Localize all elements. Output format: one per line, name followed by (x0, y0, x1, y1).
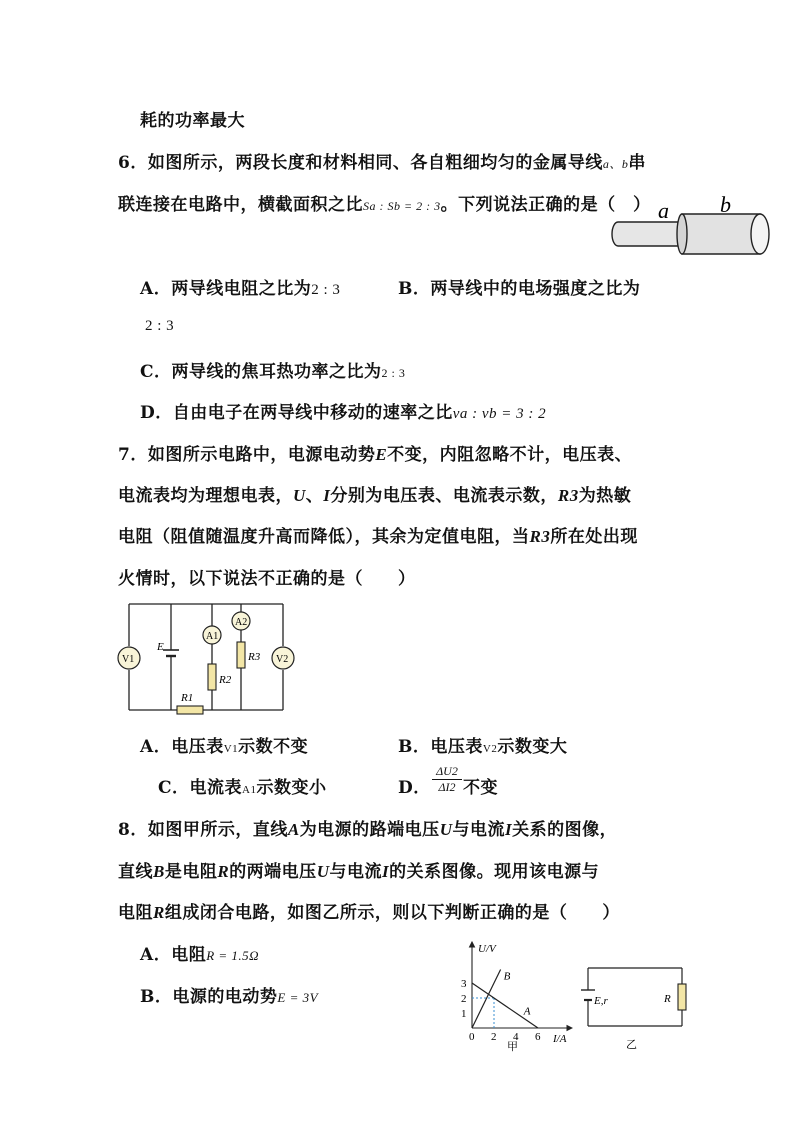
series-label-B: B (503, 970, 511, 983)
q7-U: U (293, 486, 306, 505)
q8-text: 电阻 (118, 903, 153, 923)
yi-caption: 乙 (626, 1039, 637, 1051)
q7-opt-c-text: 示数变小 (256, 778, 327, 798)
q8-B: B (153, 862, 165, 881)
q6-opt-b-value: 2 : 3 (145, 318, 175, 334)
q7-text: 电阻（阻值随温度升高而降低），其余为定值电阻，当 (118, 527, 530, 547)
q8-option-b (140, 982, 318, 1007)
q7-opt-b-meter: V2 (482, 743, 498, 755)
q7-opt-d-label: D． (398, 778, 431, 798)
q8-text: 8．如图甲所示，直线 (118, 820, 288, 840)
u-i-chart (450, 938, 580, 1053)
x-tick-label: 4 (513, 1031, 519, 1043)
q8-opt-b-label: B．电源的电动势 (140, 987, 278, 1007)
source-label: E,r (594, 995, 608, 1007)
q6-text: 串 (628, 153, 646, 173)
y-tick-label: 2 (461, 993, 467, 1005)
q7-text: 分别为电压表、电流表示数， (330, 486, 558, 506)
x-tick-label: 6 (535, 1031, 541, 1043)
q8-option-a (140, 940, 259, 965)
q8-text: 关系的图像， (512, 820, 618, 840)
q8-line-2 (118, 857, 599, 882)
q7-text: 为热敏 (578, 486, 632, 506)
q8-text: 与电流 (452, 820, 505, 840)
q6-option-b-value (145, 315, 174, 335)
x-tick-label: 0 (469, 1031, 475, 1043)
q8-opt-a-label: A．电阻 (140, 945, 207, 965)
q8-text: 的两端电压 (229, 862, 317, 882)
q7-text: 所在处出现 (550, 527, 638, 547)
q8-U: U (316, 862, 330, 881)
circuit-label-A2: A2 (235, 617, 248, 628)
q8-opt-b-value: E = 3V (277, 990, 319, 1005)
q8-I: I (504, 820, 513, 839)
circuit-label-R3: R3 (248, 651, 261, 663)
q7-opt-c-label: C．电流表 (158, 778, 243, 798)
q6-opt-a-label: A．两导线电阻之比为 (140, 279, 312, 299)
y-tick-label: 1 (461, 1008, 467, 1020)
q6-text: 联连接在电路中，横截面积之比 (118, 195, 363, 215)
circuit-label-V1: V1 (122, 654, 135, 665)
q8-text: 直线 (118, 862, 153, 882)
q7-R3: R3 (557, 486, 579, 505)
circuit-label-A1: A1 (206, 631, 219, 642)
q8-text: 是电阻 (164, 862, 218, 882)
q7-opt-a-label: A．电压表 (140, 737, 224, 757)
q7-opt-b-label: B．电压表 (398, 737, 483, 757)
circuit-label-R1: R1 (181, 692, 194, 704)
y-axis-label: U/V (478, 943, 496, 955)
q8-R: R (217, 862, 230, 881)
q7-E: E (375, 445, 388, 464)
resistor-R (678, 984, 686, 1010)
q8-opt-a-value: R = 1.5Ω (206, 948, 260, 963)
series-line-B (472, 970, 501, 1029)
q8-line-1 (118, 815, 617, 840)
q7-opt-d-fraction (432, 764, 462, 795)
q7-opt-a-text: 示数不变 (238, 737, 309, 757)
q8-text: 为电源的路端电压 (299, 820, 440, 840)
q8-I: I (381, 862, 390, 881)
x-tick-label: 2 (491, 1031, 497, 1043)
q7-option-d (398, 773, 431, 798)
q6-option-b (398, 274, 640, 299)
q7-text: 7．如图所示电路中，电源电动势 (118, 445, 376, 465)
q8-R: R (153, 903, 165, 922)
q7-line-4 (118, 564, 416, 589)
q7-option-d-text (463, 773, 498, 798)
q6-conductor-figure (600, 190, 785, 260)
resistor-label: R (664, 993, 671, 1005)
fraction-denominator: ΔI2 (438, 780, 456, 794)
q6-opt-d-value: va : vb = 3 : 2 (452, 406, 547, 422)
fraction-numerator: ΔU2 (432, 764, 462, 780)
q6-line-2 (118, 190, 651, 215)
q7-option-a (140, 732, 308, 757)
series-label-A: A (523, 1005, 531, 1018)
q8-line-3 (118, 898, 620, 923)
q6-option-c (140, 357, 405, 382)
continued-text: 耗的功率最大 (140, 111, 245, 131)
q6-opt-b-label: B．两导线中的电场强度之比为 (398, 279, 641, 299)
q7-text: 火情时，以下说法不正确的是（ ） (118, 569, 416, 589)
q6-ab: a、b (602, 157, 629, 171)
q7-R3: R3 (529, 527, 551, 546)
q7-opt-c-meter: A1 (242, 784, 257, 796)
q6-opt-c-value: 2 : 3 (381, 366, 406, 380)
q6-text: 。下列说法正确的是（ ） (440, 195, 651, 215)
q7-line-2 (118, 481, 631, 506)
q6-option-a (140, 274, 340, 299)
q8-text: 与电流 (329, 862, 382, 882)
q8-text: 的关系图像。现用该电源与 (389, 862, 600, 882)
y-tick-label: 3 (461, 978, 467, 990)
q7-text: 不变，内阻忽略不计，电压表、 (387, 445, 633, 465)
q7-I: I (323, 486, 331, 505)
q6-ratio: Sa : Sb = 2 : 3 (363, 199, 441, 213)
q8-A: A (287, 820, 300, 839)
chart-caption: 甲 (507, 1041, 518, 1053)
q7-text: 、 (305, 486, 324, 506)
q6-text: 6．如图所示，两段长度和材料相同、各自粗细均匀的金属导线 (118, 153, 603, 173)
q8-circuit-yi (580, 962, 690, 1052)
q7-option-c (158, 773, 326, 798)
q6-line-1 (118, 148, 646, 173)
circuit-label-V2: V2 (276, 654, 289, 665)
circuit-label-R2: R2 (219, 674, 232, 686)
circuit-label-E: E (157, 641, 164, 653)
q7-circuit-diagram (115, 598, 300, 718)
q7-text: 电流表均为理想电表， (118, 486, 293, 506)
q6-opt-d-label: D．自由电子在两导线中移动的速率之比 (140, 403, 453, 423)
q7-opt-d-text: 不变 (463, 778, 498, 798)
q6-opt-a-value: 2 : 3 (311, 282, 341, 298)
q7-option-b (398, 732, 567, 757)
q7-opt-a-meter: V1 (223, 743, 239, 755)
fig-label-a: a (658, 198, 669, 223)
q6-opt-c-label: C．两导线的焦耳热功率之比为 (140, 362, 382, 382)
q7-line-3 (118, 522, 638, 547)
q8-text: 组成闭合电路，如图乙所示，则以下判断正确的是（ ） (164, 903, 620, 923)
fig-label-b: b (720, 192, 731, 217)
q7-line-1 (118, 440, 632, 465)
q7-opt-b-text: 示数变大 (497, 737, 568, 757)
q6-option-d (140, 398, 546, 423)
x-axis-label: I/A (553, 1033, 567, 1045)
q8-U: U (439, 820, 453, 839)
